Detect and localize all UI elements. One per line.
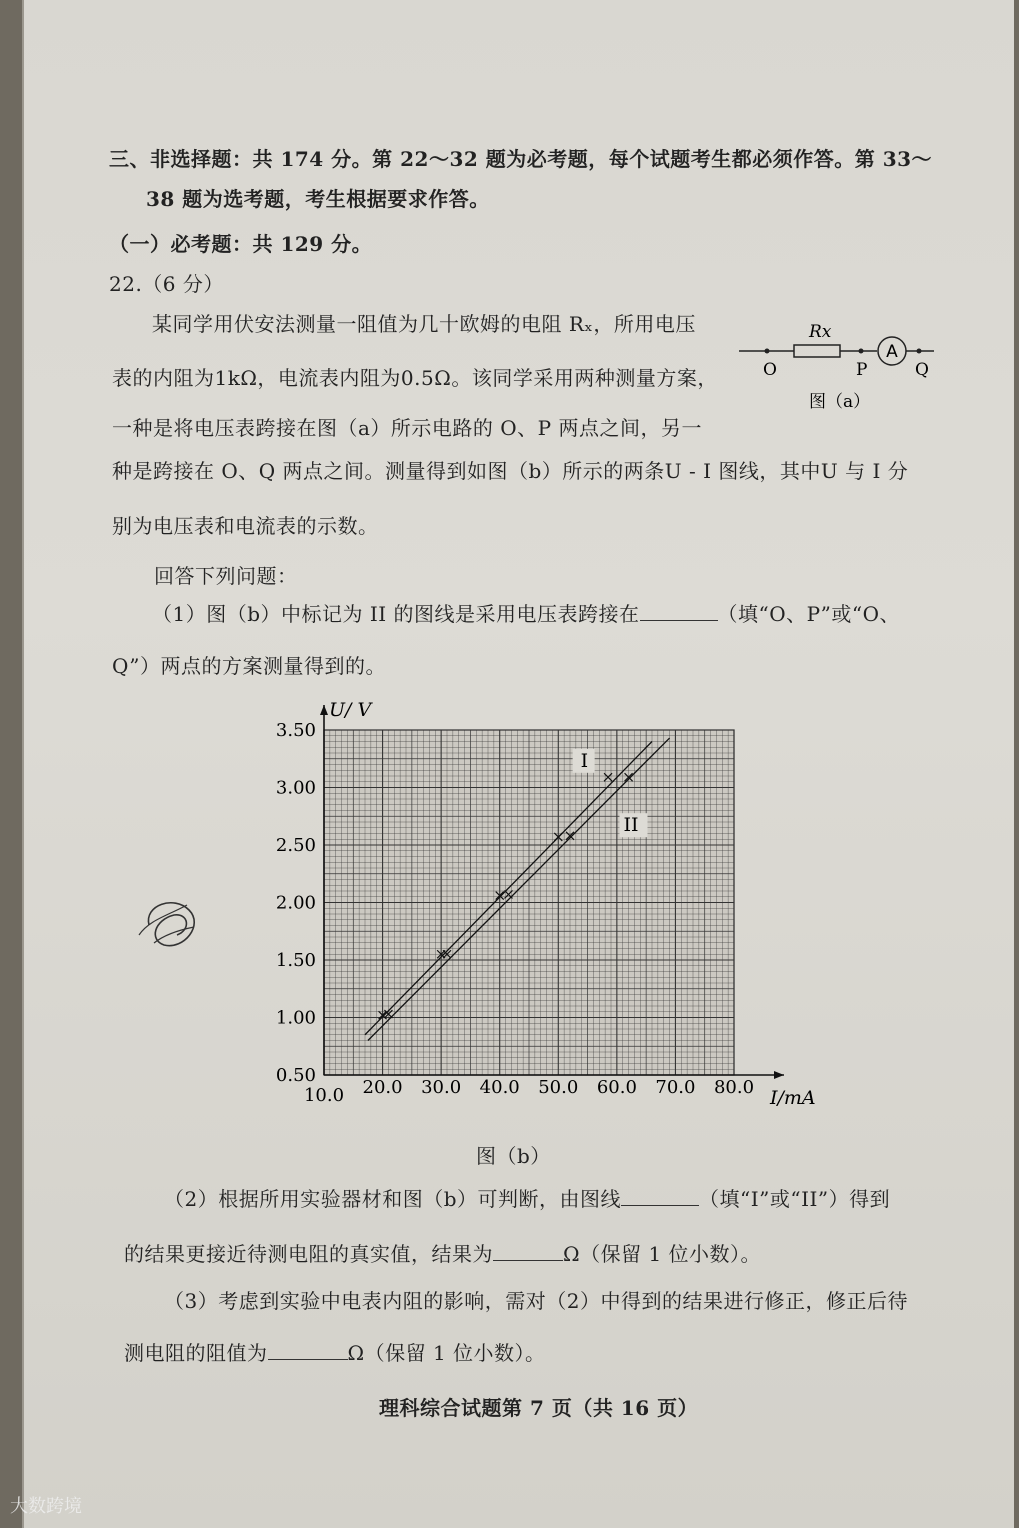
y-tick-label: 3.00 xyxy=(275,777,316,799)
node-p-label: P xyxy=(856,360,868,380)
y-axis-arrow xyxy=(320,705,328,715)
x-tick-label: 10.0 xyxy=(303,1085,345,1106)
circuit-diagram xyxy=(739,315,949,415)
x-axis-label: I/mA xyxy=(770,1087,816,1109)
subquestion-3-unit: Ω（保留 1 位小数）。 xyxy=(347,1341,546,1365)
handwritten-scribble xyxy=(129,885,219,965)
required-header: （一）必考题：共 129 分。 xyxy=(109,232,373,256)
node-q-label: Q xyxy=(915,360,929,380)
y-tick-label: 3.50 xyxy=(275,720,316,741)
subquestion-3-cont xyxy=(124,1337,546,1366)
subquestion-2-hint: （填“I”或“II”）得到 xyxy=(699,1187,891,1211)
answer-blank-1[interactable] xyxy=(640,602,718,621)
node-q-dot xyxy=(917,349,922,354)
x-tick-label: 60.0 xyxy=(596,1077,637,1098)
subquestion-1-cont: Q”）两点的方案测量得到的。 xyxy=(112,654,386,678)
subquestion-2 xyxy=(164,1183,890,1212)
section-header-line1: 三、非选择题：共 174 分。第 22～32 题为必考题，每个试题考生都必须作答。第 33～ xyxy=(109,147,933,171)
node-p-dot xyxy=(859,349,864,354)
answer-blank-3[interactable] xyxy=(493,1242,563,1261)
page-footer: 理科综合试题第 7 页（共 16 页） xyxy=(379,1396,699,1420)
question-number: 22.（6 分） xyxy=(109,272,224,296)
y-tick-label: 0.50 xyxy=(275,1065,316,1086)
x-axis-arrow xyxy=(774,1071,784,1079)
y-tick-label: 1.00 xyxy=(275,1007,316,1029)
subquestion-2-unit: Ω（保留 1 位小数）。 xyxy=(563,1242,762,1266)
answer-blank-2[interactable] xyxy=(621,1187,699,1206)
figure-a-caption: 图（a） xyxy=(809,392,871,412)
resistor-symbol xyxy=(794,345,840,357)
answer-blank-4[interactable] xyxy=(268,1341,348,1360)
question-paragraph-4: 种是跨接在 O、Q 两点之间。测量得到如图（b）所示的两条U - I 图线，其中U 与 I 分 xyxy=(112,459,909,483)
subquestion-2-cont xyxy=(124,1238,761,1267)
ammeter-label: A xyxy=(886,342,898,362)
series-label-2: II xyxy=(623,814,639,837)
series-label-1: I xyxy=(580,749,589,772)
subquestion-1 xyxy=(152,598,900,627)
exam-page xyxy=(22,0,1014,1528)
question-paragraph-1: 某同学用伏安法测量一阻值为几十欧姆的电阻 Rₓ，所用电压 xyxy=(152,312,696,336)
y-axis-label: U/ V xyxy=(329,699,372,721)
subquestion-2-result-text: 的结果更接近待测电阻的真实值，结果为 xyxy=(124,1242,493,1266)
question-paragraph-2: 表的内阻为1kΩ，电流表内阻为0.5Ω。该同学采用两种测量方案， xyxy=(112,366,718,390)
resistor-label: Rx xyxy=(809,322,832,342)
y-tick-label: 1.50 xyxy=(275,950,316,971)
x-tick-label: 20.0 xyxy=(362,1077,403,1098)
node-o-label: O xyxy=(763,360,777,380)
x-tick-label: 30.0 xyxy=(421,1077,462,1098)
node-o-dot xyxy=(765,349,770,354)
answer-prompt: 回答下列问题： xyxy=(154,564,298,588)
subquestion-2-text: （2）根据所用实验器材和图（b）可判断，由图线 xyxy=(164,1187,622,1211)
u-i-graph xyxy=(254,690,834,1120)
figure-b-caption: 图（b） xyxy=(476,1144,551,1168)
x-tick-label: 40.0 xyxy=(479,1077,520,1098)
y-tick-label: 2.50 xyxy=(275,835,316,856)
x-tick-label: 50.0 xyxy=(538,1077,579,1098)
subquestion-3: （3）考虑到实验中电表内阻的影响，需对（2）中得到的结果进行修正，修正后待 xyxy=(164,1289,908,1313)
x-tick-label: 70.0 xyxy=(655,1077,696,1098)
section-header-line2: 38 题为选考题，考生根据要求作答。 xyxy=(146,187,490,211)
y-tick-label: 2.00 xyxy=(275,892,316,914)
question-paragraph-5: 别为电压表和电流表的示数。 xyxy=(112,514,379,538)
watermark: 大数跨境 xyxy=(10,1496,82,1517)
subquestion-1-hint: （填“O、P”或“O、 xyxy=(717,602,900,626)
question-paragraph-3: 一种是将电压表跨接在图（a）所示电路的 O、P 两点之间，另一 xyxy=(112,416,702,440)
subquestion-3-text: 测电阻的阻值为 xyxy=(124,1341,268,1365)
x-tick-label: 80.0 xyxy=(713,1077,755,1098)
subquestion-1-text: （1）图（b）中标记为 II 的图线是采用电压表跨接在 xyxy=(152,602,640,626)
